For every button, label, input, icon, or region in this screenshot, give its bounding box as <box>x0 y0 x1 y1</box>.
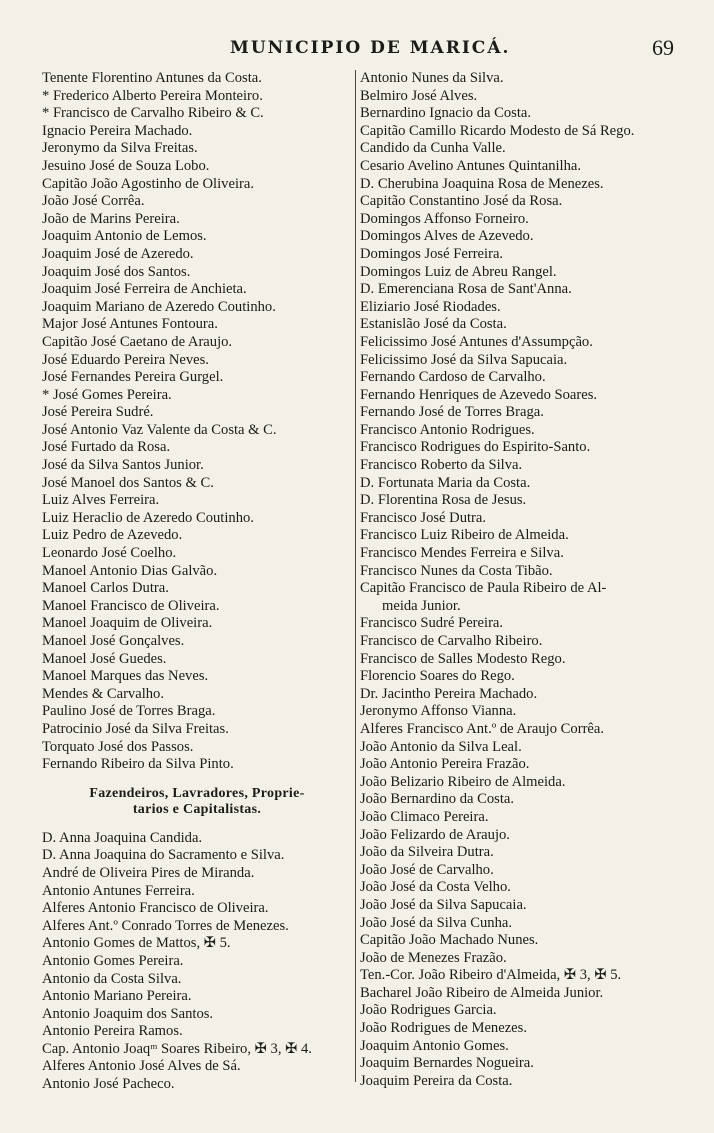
list-item: Jesuino José de Souza Lobo. <box>42 157 210 174</box>
list-item: meida Junior. <box>382 597 461 614</box>
list-item: João José da Silva Cunha. <box>360 914 513 931</box>
list-item: Capitão João Agostinho de Oliveira. <box>42 175 254 192</box>
list-item: Capitão João Machado Nunes. <box>360 932 539 949</box>
list-item: D. Florentina Rosa de Jesus. <box>360 492 527 509</box>
list-item: Joaquim Antonio Gomes. <box>360 1037 509 1054</box>
list-item: Luiz Alves Ferreira. <box>42 492 160 509</box>
list-item: João da Silveira Dutra. <box>360 844 494 861</box>
list-item: D. Cherubina Joaquina Rosa de Menezes. <box>360 175 604 192</box>
list-item: Ten.-Cor. João Ribeiro d'Almeida, ✠ 3, ✠ 5. <box>360 967 622 984</box>
list-item: Fernando Henriques de Azevedo Soares. <box>360 386 598 403</box>
list-item: Luiz Heraclio de Azeredo Coutinho. <box>42 509 254 526</box>
list-item: Francisco Rodrigues do Espirito-Santo. <box>360 439 591 456</box>
page-number: 69 <box>652 35 674 60</box>
list-item: João Rodrigues de Menezes. <box>360 1020 527 1037</box>
list-item: Capitão José Caetano de Araujo. <box>42 333 233 350</box>
list-item: Francisco Roberto da Silva. <box>360 457 523 474</box>
list-item: Cap. Antonio Joaqᵐ Soares Ribeiro, ✠ 3, ✠ 4. <box>42 1040 312 1057</box>
list-item: Joaquim José dos Santos. <box>42 263 191 280</box>
list-item: Torquato José dos Passos. <box>42 738 194 755</box>
list-item: Bacharel João Ribeiro de Almeida Junior. <box>360 984 604 1001</box>
list-item: José Antonio Vaz Valente da Costa & C. <box>42 421 277 438</box>
left-name-list <box>42 70 352 774</box>
page-header <box>0 35 714 68</box>
list-item: Francisco Mendes Ferreira e Silva. <box>360 545 564 562</box>
list-item: José da Silva Santos Junior. <box>42 457 204 474</box>
list-item: Antonio Nunes da Silva. <box>360 70 504 86</box>
list-item: Major José Antunes Fontoura. <box>42 316 218 333</box>
list-item: Felicissimo José da Silva Sapucaia. <box>360 351 568 368</box>
section-heading <box>42 786 352 818</box>
list-item: Estanislão José da Costa. <box>360 316 507 333</box>
list-item: José Eduardo Pereira Neves. <box>42 351 209 368</box>
list-item: José Furtado da Rosa. <box>42 439 171 456</box>
list-item: Domingos Alves de Azevedo. <box>360 228 534 245</box>
right-column <box>360 70 682 1090</box>
section-heading-line-1: Fazendeiros, Lavradores, Proprie- <box>89 785 305 801</box>
list-item: Manoel Antonio Dias Galvão. <box>42 562 218 579</box>
list-item: Fernando José de Torres Braga. <box>360 404 544 421</box>
list-item: Ignacio Pereira Machado. <box>42 122 193 139</box>
list-item: Antonio da Costa Silva. <box>42 970 182 987</box>
list-item: Antonio Joaquim dos Santos. <box>42 1005 214 1022</box>
list-item: Joaquim Bernardes Nogueira. <box>360 1055 534 1072</box>
list-item: D. Anna Joaquina do Sacramento e Silva. <box>42 847 285 864</box>
list-item: Domingos Affonso Forneiro. <box>360 210 529 227</box>
list-item: André de Oliveira Pires de Miranda. <box>42 864 255 881</box>
list-item: Manoel Joaquim de Oliveira. <box>42 615 213 632</box>
list-item: Mendes & Carvalho. <box>42 685 164 702</box>
landowner-name-list <box>42 830 352 1094</box>
list-item: João Bernardino da Costa. <box>360 791 515 808</box>
list-item: Candido da Cunha Valle. <box>360 140 506 157</box>
list-item: Capitão Camillo Ricardo Modesto de Sá Rego. <box>360 122 635 139</box>
list-item: Joaquim José Ferreira de Anchieta. <box>42 281 247 298</box>
list-item: João José da Costa Velho. <box>360 879 511 896</box>
list-item: Eliziario José Riodades. <box>360 298 501 315</box>
list-item: Antonio Gomes de Mattos, ✠ 5. <box>42 935 231 952</box>
list-item: Francisco Luiz Ribeiro de Almeida. <box>360 527 569 544</box>
list-item: * José Gomes Pereira. <box>42 386 172 403</box>
list-item: Manoel Francisco de Oliveira. <box>42 597 220 614</box>
list-item: * Frederico Alberto Pereira Monteiro. <box>42 87 263 104</box>
list-item: Paulino José de Torres Braga. <box>42 703 216 720</box>
list-item: Felicissimo José Antunes d'Assumpção. <box>360 333 593 350</box>
list-item: José Manoel dos Santos & C. <box>42 474 214 491</box>
list-item: João de Marins Pereira. <box>42 210 180 227</box>
list-item: João José da Silva Sapucaia. <box>360 896 527 913</box>
list-item: Capitão Francisco de Paula Ribeiro de Al- <box>360 580 607 597</box>
list-item: João José Corrêa. <box>42 193 145 210</box>
list-item: Francisco Sudré Pereira. <box>360 615 504 632</box>
list-item: D. Fortunata Maria da Costa. <box>360 474 531 491</box>
list-item: Luiz Pedro de Azevedo. <box>42 527 183 544</box>
list-item: Antonio José Pacheco. <box>42 1076 175 1093</box>
list-item: Joaquim José de Azeredo. <box>42 245 194 262</box>
list-item: Manoel Carlos Dutra. <box>42 580 169 597</box>
list-item: Leonardo José Coelho. <box>42 545 177 562</box>
list-item: Jeronymo Affonso Vianna. <box>360 703 517 720</box>
list-item: João José de Carvalho. <box>360 861 494 878</box>
list-item: Francisco José Dutra. <box>360 509 487 526</box>
list-item: Joaquim Mariano de Azeredo Coutinho. <box>42 298 276 315</box>
list-item: Bernardino Ignacio da Costa. <box>360 105 532 122</box>
list-item: Capitão Constantino José da Rosa. <box>360 193 563 210</box>
list-item: Joaquim Pereira da Costa. <box>360 1072 513 1089</box>
section-heading-line-2: tarios e Capitalistas. <box>132 801 262 817</box>
list-item: Antonio Pereira Ramos. <box>42 1023 183 1040</box>
page-title: MUNICIPIO DE MARICÁ. <box>230 38 511 58</box>
list-item: Antonio Mariano Pereira. <box>42 988 192 1005</box>
list-item: Domingos José Ferreira. <box>360 245 504 262</box>
left-column <box>42 70 352 1094</box>
list-item: Francisco de Carvalho Ribeiro. <box>360 633 543 649</box>
list-item: D. Anna Joaquina Candida. <box>42 829 203 846</box>
list-item: Antonio Gomes Pereira. <box>42 952 184 969</box>
list-item: Jeronymo da Silva Freitas. <box>42 140 198 157</box>
list-item: Florencio Soares do Rego. <box>360 668 515 685</box>
list-item: Manoel José Gonçalves. <box>42 633 185 649</box>
list-item: Tenente Florentino Antunes da Costa. <box>42 70 262 86</box>
list-item: João Antonio Pereira Frazão. <box>360 756 530 773</box>
list-item: * Francisco de Carvalho Ribeiro & C. <box>42 105 264 122</box>
list-item: Joaquim Antonio de Lemos. <box>42 228 207 245</box>
list-item: Alferes Antonio José Alves de Sá. <box>42 1058 241 1075</box>
list-item: Cesario Avelino Antunes Quintanilha. <box>360 157 582 174</box>
list-item: Patrocinio José da Silva Freitas. <box>42 720 229 737</box>
list-item: Francisco Antonio Rodrigues. <box>360 421 535 438</box>
column-divider <box>355 70 356 1082</box>
right-name-list <box>360 70 682 1090</box>
list-item: Dr. Jacintho Pereira Machado. <box>360 685 538 702</box>
list-item: Antonio Antunes Ferreira. <box>42 882 195 899</box>
list-item: Alferes Ant.º Conrado Torres de Menezes. <box>42 917 289 934</box>
list-item: Manoel José Guedes. <box>42 650 167 667</box>
list-item: D. Emerenciana Rosa de Sant'Anna. <box>360 281 572 298</box>
list-item: João Climaco Pereira. <box>360 808 489 825</box>
list-item: Alferes Antonio Francisco de Oliveira. <box>42 900 269 917</box>
list-item: João Felizardo de Araujo. <box>360 826 510 843</box>
list-item: Domingos Luiz de Abreu Rangel. <box>360 263 557 280</box>
list-item: João de Menezes Frazão. <box>360 949 507 966</box>
list-item: Belmiro José Alves. <box>360 87 478 104</box>
list-item: João Rodrigues Garcia. <box>360 1002 497 1019</box>
list-item: João Antonio da Silva Leal. <box>360 738 522 755</box>
list-item: Francisco Nunes da Costa Tibão. <box>360 562 553 579</box>
list-item: José Fernandes Pereira Gurgel. <box>42 369 224 386</box>
list-item: Francisco de Salles Modesto Rego. <box>360 650 566 667</box>
list-item: Fernando Ribeiro da Silva Pinto. <box>42 756 234 773</box>
list-item: José Pereira Sudré. <box>42 404 154 421</box>
list-item: João Belizario Ribeiro de Almeida. <box>360 773 566 790</box>
list-item: Fernando Cardoso de Carvalho. <box>360 369 546 386</box>
list-item: Manoel Marques das Neves. <box>42 668 209 685</box>
list-item: Alferes Francisco Ant.º de Araujo Corrêa. <box>360 720 605 737</box>
